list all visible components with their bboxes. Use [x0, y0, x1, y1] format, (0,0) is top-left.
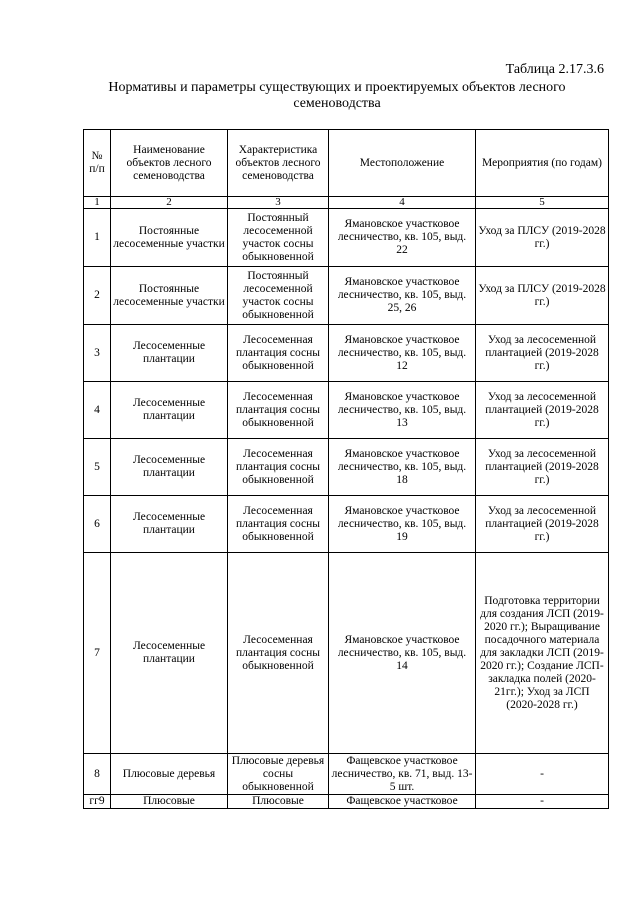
row-number: 2 — [84, 267, 111, 325]
table-row — [84, 795, 609, 809]
row-number: гг9 — [84, 795, 111, 809]
object-characteristic: Плюсовые — [228, 795, 329, 809]
object-characteristic: Плюсовые деревья сосны обыкновенной — [228, 754, 329, 795]
object-location: Ямановское участковое лесничество, кв. 105, выд. 13 — [329, 382, 476, 439]
column-index: 1 — [84, 197, 111, 209]
object-name: Лесосеменные плантации — [111, 496, 228, 553]
column-index: 5 — [476, 197, 609, 209]
table-row — [84, 439, 609, 496]
object-characteristic: Лесосеменная плантация сосны обыкновенной — [228, 325, 329, 382]
object-location: Ямановское участковое лесничество, кв. 105, выд. 25, 26 — [329, 267, 476, 325]
object-name: Плюсовые деревья — [111, 754, 228, 795]
object-actions: - — [476, 795, 609, 809]
header-name: Наименование объектов лесного семеноводства — [111, 130, 228, 197]
header-location: Местоположение — [329, 130, 476, 197]
seed-objects-table — [83, 129, 609, 809]
header-actions: Мероприятия (по годам) — [476, 130, 609, 197]
table-row — [84, 553, 609, 754]
object-actions: Уход за лесосеменной плантацией (2019-2028 гг.) — [476, 382, 609, 439]
object-location: Ямановское участковое лесничество, кв. 105, выд. 22 — [329, 209, 476, 267]
object-name: Лесосеменные плантации — [111, 382, 228, 439]
header-characteristic: Характеристика объектов лесного семеноводства — [228, 130, 329, 197]
row-number: 6 — [84, 496, 111, 553]
object-location: Ямановское участковое лесничество, кв. 105, выд. 14 — [329, 553, 476, 754]
object-location: Фащевское участковое лесничество, кв. 71, выд. 13-5 шт. — [329, 754, 476, 795]
object-characteristic: Постоянный лесосеменной участок сосны обыкновенной — [228, 267, 329, 325]
object-location: Ямановское участковое лесничество, кв. 105, выд. 18 — [329, 439, 476, 496]
table-row — [84, 754, 609, 795]
header-num: № п/п — [84, 130, 111, 197]
object-location: Ямановское участковое лесничество, кв. 105, выд. 19 — [329, 496, 476, 553]
row-number: 1 — [84, 209, 111, 267]
object-actions: Уход за лесосеменной плантацией (2019-2028 гг.) — [476, 325, 609, 382]
object-location: Ямановское участковое лесничество, кв. 105, выд. 12 — [329, 325, 476, 382]
row-number: 8 — [84, 754, 111, 795]
object-name: Постоянные лесосеменные участки — [111, 267, 228, 325]
column-index: 3 — [228, 197, 329, 209]
table-header-row — [84, 130, 609, 197]
object-characteristic: Постоянный лесосеменной участок сосны обыкновенной — [228, 209, 329, 267]
object-location: Фащевское участковое — [329, 795, 476, 809]
table-row — [84, 382, 609, 439]
object-actions: Подготовка территории для создания ЛСП (2019-2020 гг.); Выращивание посадочного материала для закладки ЛСП (2019-2020 гг.); Создание ЛСП-закладка полей (2020-21гг.); Уход за ЛСП (2020-2028 гг.) — [476, 553, 609, 754]
object-name: Постоянные лесосеменные участки — [111, 209, 228, 267]
object-name: Плюсовые — [111, 795, 228, 809]
object-characteristic: Лесосеменная плантация сосны обыкновенной — [228, 496, 329, 553]
column-index-row — [84, 197, 609, 209]
row-number: 4 — [84, 382, 111, 439]
object-characteristic: Лесосеменная плантация сосны обыкновенной — [228, 439, 329, 496]
table-row — [84, 267, 609, 325]
table-row — [84, 496, 609, 553]
table-row — [84, 325, 609, 382]
object-actions: Уход за лесосеменной плантацией (2019-2028 гг.) — [476, 439, 609, 496]
row-number: 5 — [84, 439, 111, 496]
row-number: 7 — [84, 553, 111, 754]
table-number: Таблица 2.17.3.6 — [505, 62, 604, 77]
object-actions: Уход за лесосеменной плантацией (2019-2028 гг.) — [476, 496, 609, 553]
object-characteristic: Лесосеменная плантация сосны обыкновенной — [228, 553, 329, 754]
table-row — [84, 209, 609, 267]
document-title: Нормативы и параметры существующих и проектируемых объектов лесного семеноводства — [108, 80, 566, 111]
object-name: Лесосеменные плантации — [111, 325, 228, 382]
object-actions: - — [476, 754, 609, 795]
column-index: 4 — [329, 197, 476, 209]
object-name: Лесосеменные плантации — [111, 553, 228, 754]
object-actions: Уход за ПЛСУ (2019-2028 гг.) — [476, 267, 609, 325]
column-index: 2 — [111, 197, 228, 209]
object-actions: Уход за ПЛСУ (2019-2028 гг.) — [476, 209, 609, 267]
object-name: Лесосеменные плантации — [111, 439, 228, 496]
object-characteristic: Лесосеменная плантация сосны обыкновенной — [228, 382, 329, 439]
row-number: 3 — [84, 325, 111, 382]
